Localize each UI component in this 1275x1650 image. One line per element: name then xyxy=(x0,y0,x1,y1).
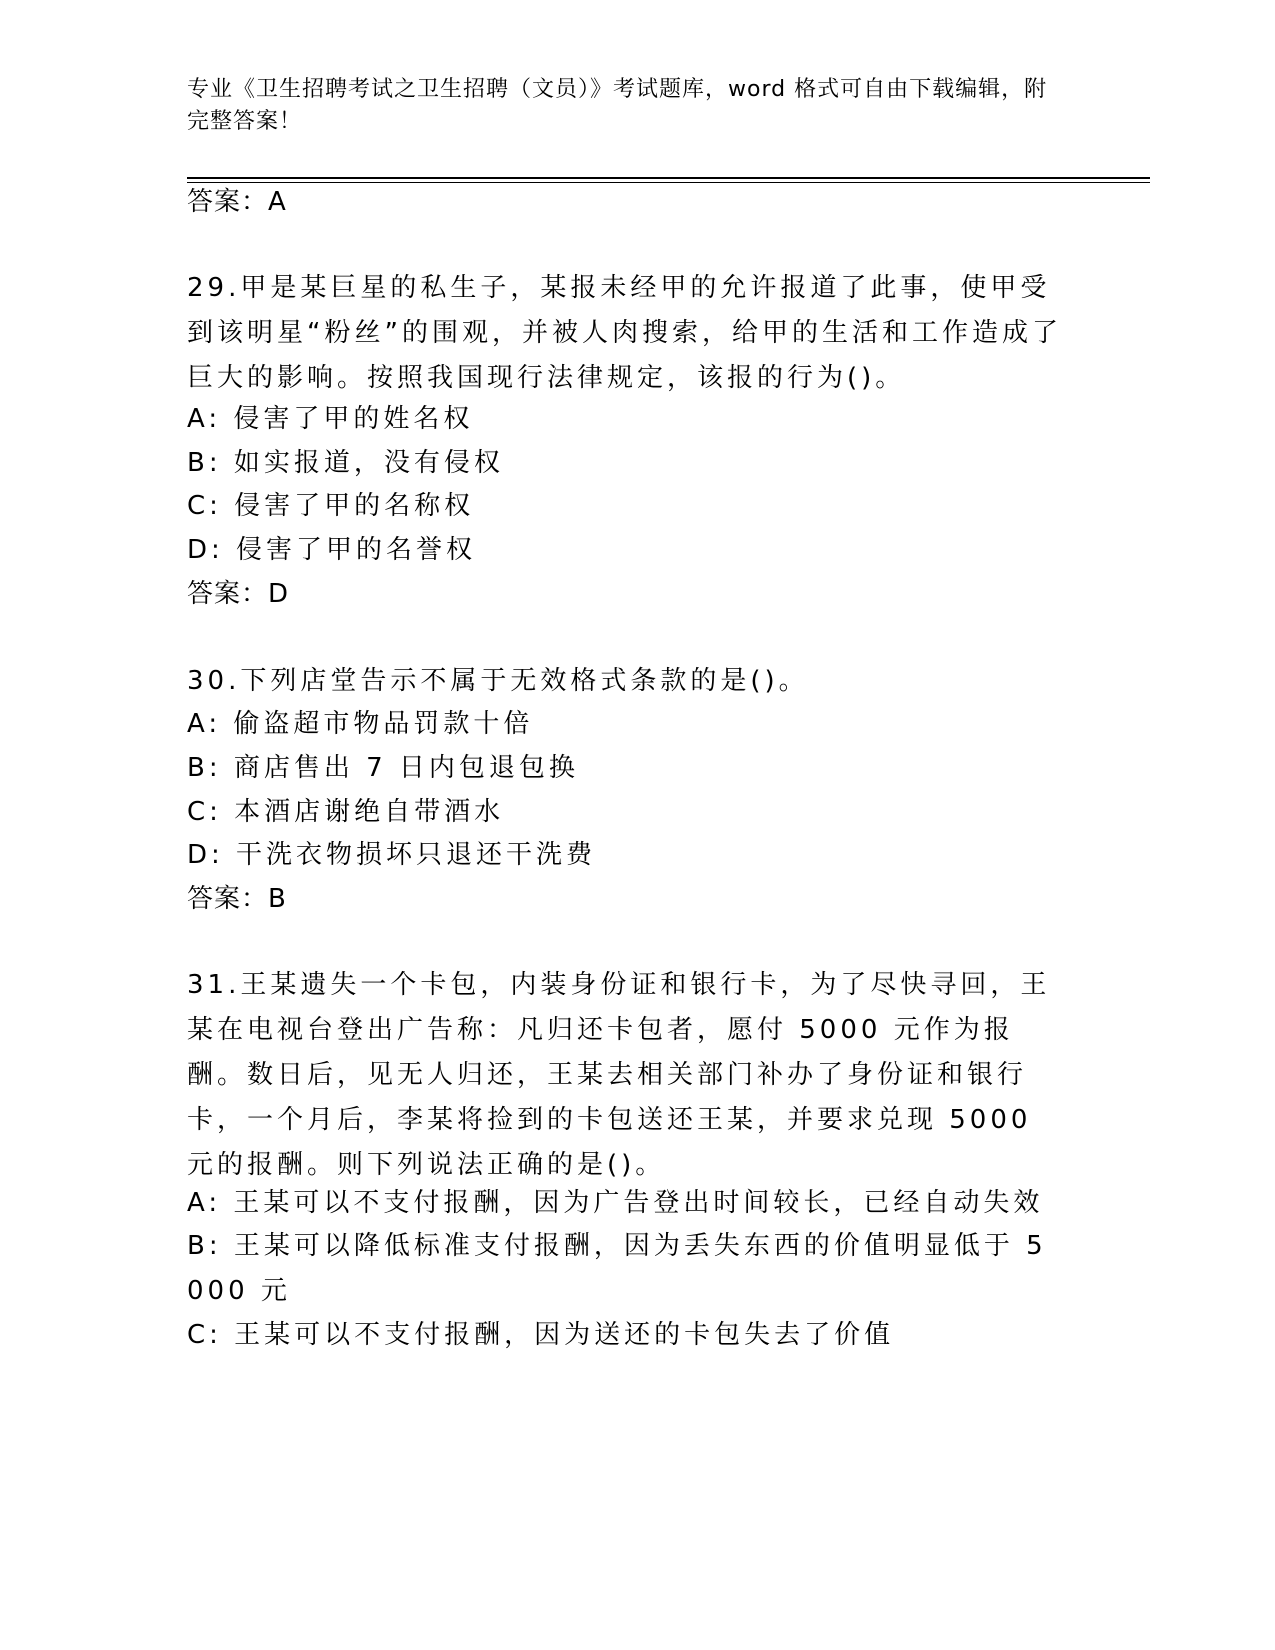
answer-line: 答案：A xyxy=(187,187,287,217)
option-b: B: 如实报道，没有侵权 xyxy=(187,448,504,478)
option-c: C: 侵害了甲的名称权 xyxy=(187,491,475,521)
answer-line: 答案：D xyxy=(187,579,290,609)
option-a: A: 王某可以不支付报酬，因为广告登出时间较长，已经自动失效 xyxy=(187,1188,1044,1218)
header-rule-thick xyxy=(187,177,1150,179)
option-a: A: 偷盗超市物品罚款十倍 xyxy=(187,709,534,739)
document-header: 专业《卫生招聘考试之卫生招聘（文员）》考试题库，word 格式可自由下载编辑，附完整答案！ xyxy=(187,77,1048,134)
option-d: D: 干洗衣物损坏只退还干洗费 xyxy=(187,840,597,870)
answer-line: 答案：B xyxy=(187,884,287,914)
option-c: C: 王某可以不支付报酬，因为送还的卡包失去了价值 xyxy=(187,1320,895,1350)
option-b: B: 商店售出 7 日内包退包换 xyxy=(187,753,579,783)
option-c: C: 本酒店谢绝自带酒水 xyxy=(187,797,505,827)
question-stem: 30.下列店堂告示不属于无效格式条款的是()。 xyxy=(187,666,809,696)
question-stem: 31.王某遗失一个卡包，内装身份证和银行卡，为了尽快寻回，王某在电视台登出广告称：凡归还卡包者，愿付 5000 元作为报酬。数日后，见无人归还，王某去相关部门补办了身份证和银行卡，一个月后，李某将捡到的卡包送还王某，并要求兑现 5000 元的报酬。则下列说法正确的是()。 xyxy=(187,970,1051,1180)
header-rule-thin xyxy=(187,182,1150,183)
option-d: D: 侵害了甲的名誉权 xyxy=(187,535,477,565)
question-stem: 29.甲是某巨星的私生子，某报未经甲的允许报道了此事，使甲受到该明星“粉丝”的围观，并被人肉搜索，给甲的生活和工作造成了巨大的影响。按照我国现行法律规定，该报的行为()。 xyxy=(187,273,1062,393)
option-a: A: 侵害了甲的姓名权 xyxy=(187,404,474,434)
option-b: B: 王某可以降低标准支付报酬，因为丢失东西的价值明显低于 5000 元 xyxy=(187,1231,1047,1306)
